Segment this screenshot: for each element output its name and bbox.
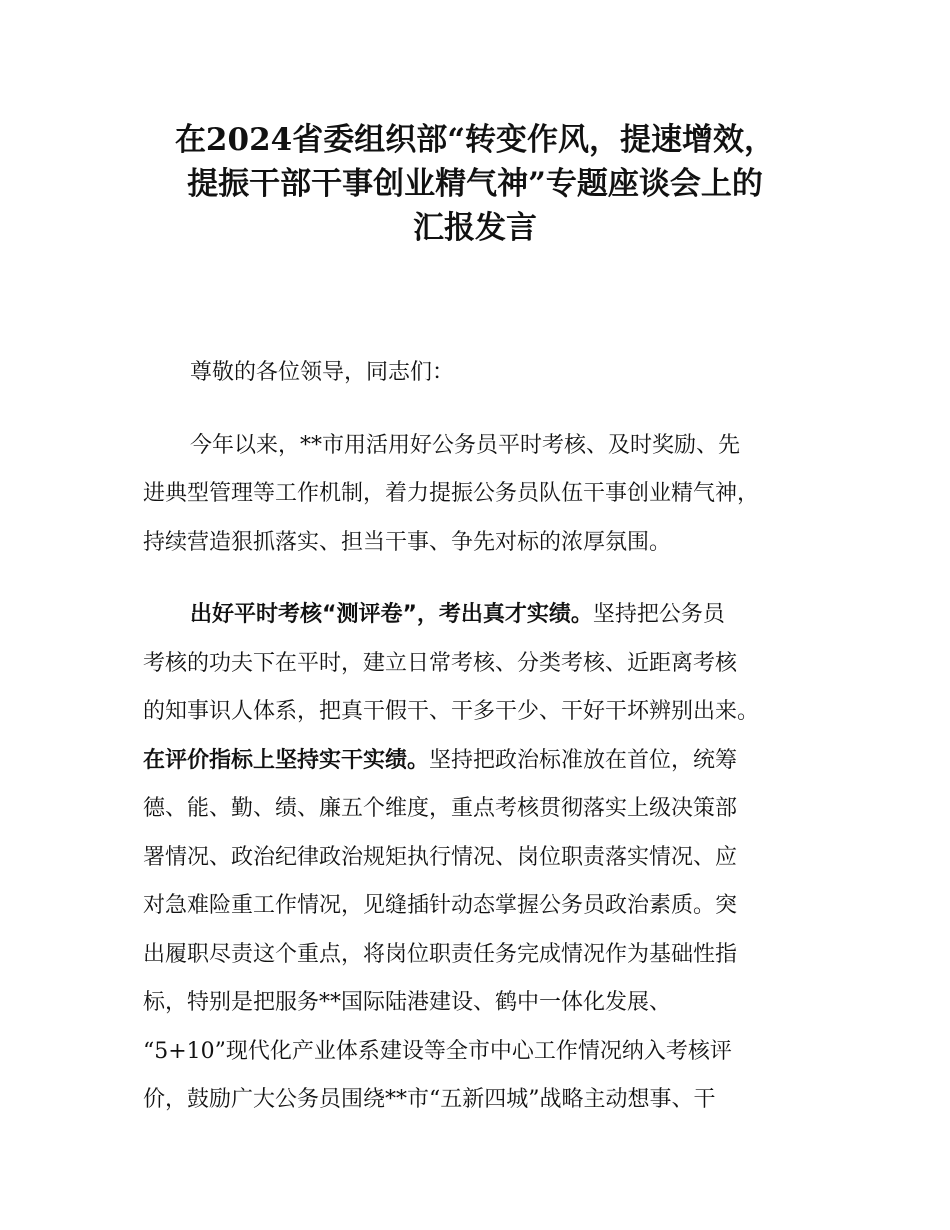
paragraph-assessment bbox=[143, 597, 813, 1131]
salutation: 尊敬的各位领导，同志们： bbox=[190, 360, 455, 385]
title-line-3: 汇报发言 bbox=[413, 210, 537, 246]
paragraph-gap bbox=[143, 404, 813, 428]
paragraph-line bbox=[143, 597, 813, 646]
title-line-2: 提振干部干事创业精气神”专题座谈会上的 bbox=[187, 166, 763, 202]
section-heading: 出好平时考核“测评卷”，考出真才实绩。 bbox=[190, 602, 593, 627]
paragraph-line: 考核的功夫下在平时，建立日常考核、分类考核、近距离考核 bbox=[143, 650, 738, 676]
paragraph-text: 坚持把政治标准放在首位，统筹 bbox=[429, 747, 738, 773]
paragraph-intro bbox=[143, 428, 813, 574]
paragraph-line bbox=[143, 743, 813, 792]
paragraph-text: 坚持把公务员 bbox=[592, 602, 725, 627]
title-line-1: 在2024省委组织部“转变作风，提速增效， bbox=[174, 122, 776, 158]
paragraph-line: 进典型管理等工作机制，着力提振公务员队伍干事创业精气神， bbox=[143, 481, 760, 506]
paragraph-line: 德、能、勤、绩、廉五个维度，重点考核贯彻落实上级决策部 bbox=[143, 796, 738, 821]
paragraph-line: 标，特别是把服务**国际陆港建设、鹤中一体化发展、 bbox=[143, 990, 672, 1015]
paragraph-line: 持续营造狠抓落实、担当干事、争先对标的浓厚氛围。 bbox=[143, 529, 672, 555]
document-body bbox=[143, 355, 813, 1131]
paragraph-line: 出履职尽责这个重点，将岗位职责任务完成情况作为基础性指 bbox=[143, 941, 738, 967]
paragraph-line: “5+10”现代化产业体系建设等全市中心工作情况纳入考核评 bbox=[143, 1038, 732, 1064]
paragraph-gap bbox=[143, 573, 813, 597]
paragraph-line: 署情况、政治纪律政治规矩执行情况、岗位职责落实情况、应 bbox=[143, 844, 738, 870]
document-title bbox=[120, 118, 830, 250]
paragraph-line: 价，鼓励广大公务员围绕**市“五新四城”战略主动想事、干 bbox=[143, 1087, 716, 1112]
paragraph-line: 今年以来，**市用活用好公务员平时考核、及时奖励、先 bbox=[190, 432, 741, 458]
sub-heading: 在评价指标上坚持实干实绩。 bbox=[143, 747, 430, 773]
paragraph-line: 对急难险重工作情况，见缝插针动态掌握公务员政治素质。突 bbox=[143, 893, 738, 918]
paragraph-line: 的知事识人体系，把真干假干、干多干少、干好干坏辨别出来。 bbox=[143, 699, 760, 724]
